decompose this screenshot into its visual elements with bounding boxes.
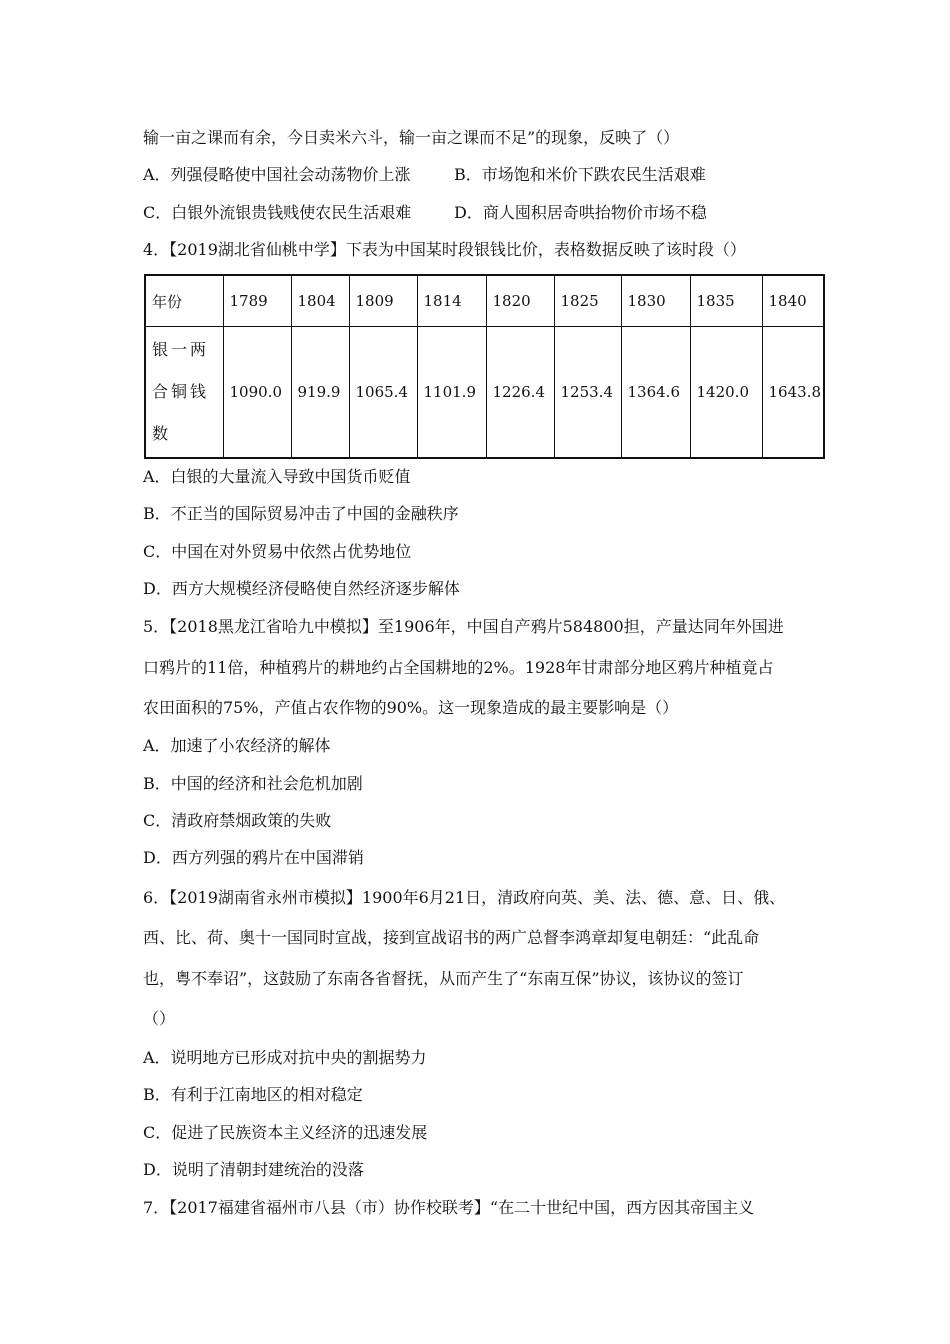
- q4-option-b: B．不正当的国际贸易冲击了中国的金融秩序: [143, 504, 459, 523]
- value-cell: 1101.9: [417, 327, 486, 459]
- q4-option-c: C．中国在对外贸易中依然占优势地位: [143, 542, 412, 561]
- q7-stem-line-1: 7．【2017福建省福州市八县（市）协作校联考】“在二十世纪中国，西方因其帝国主义: [143, 1198, 755, 1217]
- q3-option-c: C．白银外流银贵钱贱使农民生活艰难: [143, 203, 412, 222]
- row-label-copper-per-silver: 银一两合铜钱数: [145, 327, 223, 459]
- q6-stem-line-3: 也，粤不奉诏”，这鼓励了东南各省督抚，从而产生了“东南互保”协议，该协议的签订: [143, 969, 744, 988]
- header-label-year: 年份: [145, 275, 223, 327]
- year-cell: 1835: [690, 275, 762, 327]
- value-cell: 919.9: [291, 327, 349, 459]
- year-cell: 1789: [223, 275, 291, 327]
- q5-stem-line-2: 口鸦片的11倍，种植鸦片的耕地约占全国耕地的2%。1928年甘肃部分地区鸦片种植竟占: [143, 658, 774, 677]
- q5-stem-line-3: 农田面积的75%，产值占农作物的90%。这一现象造成的最主要影响是（）: [143, 698, 679, 717]
- value-cell: 1065.4: [349, 327, 417, 459]
- q6-option-b: B．有利于江南地区的相对稳定: [143, 1085, 363, 1104]
- q5-stem-line-1: 5．【2018黑龙江省哈九中模拟】至1906年，中国自产鸦片584800担，产量达同年外国进: [143, 617, 784, 636]
- q6-option-c: C．促进了民族资本主义经济的迅速发展: [143, 1123, 428, 1142]
- table-header-row: [145, 275, 824, 327]
- q5-option-b: B．中国的经济和社会危机加剧: [143, 774, 363, 793]
- year-cell: 1809: [349, 275, 417, 327]
- year-cell: 1830: [621, 275, 690, 327]
- q4-stem: 4．【2019湖北省仙桃中学】下表为中国某时段银钱比价，表格数据反映了该时段（）: [143, 240, 746, 259]
- year-cell: 1814: [417, 275, 486, 327]
- q5-option-c: C．清政府禁烟政策的失败: [143, 811, 332, 830]
- q3-options-row-2: [143, 202, 707, 224]
- q3-option-d: D．商人囤积居奇哄抬物价市场不稳: [454, 203, 707, 222]
- value-cell: 1090.0: [223, 327, 291, 459]
- q4-option-d: D．西方大规模经济侵略使自然经济逐步解体: [143, 579, 460, 598]
- value-cell: 1253.4: [554, 327, 621, 459]
- q3-options-row-1: [143, 164, 706, 186]
- q6-option-d: D．说明了清朝封建统治的没落: [143, 1160, 364, 1179]
- table-value-row: [145, 327, 824, 459]
- q3-option-a: A．列强侵略使中国社会动荡物价上涨: [143, 165, 411, 184]
- value-cell: 1643.8: [762, 327, 824, 459]
- q3-option-b: B．市场饱和米价下跌农民生活艰难: [454, 165, 706, 184]
- year-cell: 1840: [762, 275, 824, 327]
- value-cell: 1226.4: [486, 327, 554, 459]
- silver-copper-rate-table: [144, 274, 825, 459]
- year-cell: 1820: [486, 275, 554, 327]
- q5-option-a: A．加速了小农经济的解体: [143, 736, 331, 755]
- q6-stem-line-4: （）: [143, 1009, 176, 1028]
- q4-option-a: A．白银的大量流入导致中国货币贬值: [143, 467, 411, 486]
- q6-option-a: A．说明地方已形成对抗中央的割据势力: [143, 1048, 427, 1067]
- value-cell: 1364.6: [621, 327, 690, 459]
- year-cell: 1804: [291, 275, 349, 327]
- q5-option-d: D．西方列强的鸦片在中国滞销: [143, 848, 364, 867]
- value-cell: 1420.0: [690, 327, 762, 459]
- year-cell: 1825: [554, 275, 621, 327]
- q3-stem-tail: 输一亩之课而有余，今日卖米六斗，输一亩之课而不足”的现象，反映了（）: [143, 128, 680, 147]
- q6-stem-line-1: 6．【2019湖南省永州市模拟】1900年6月21日，清政府向英、美、法、德、意、日、俄、: [143, 888, 786, 907]
- q6-stem-line-2: 西、比、荷、奥十一国同时宣战，接到宣战诏书的两广总督李鸿章却复电朝廷：“此乱命: [143, 928, 760, 947]
